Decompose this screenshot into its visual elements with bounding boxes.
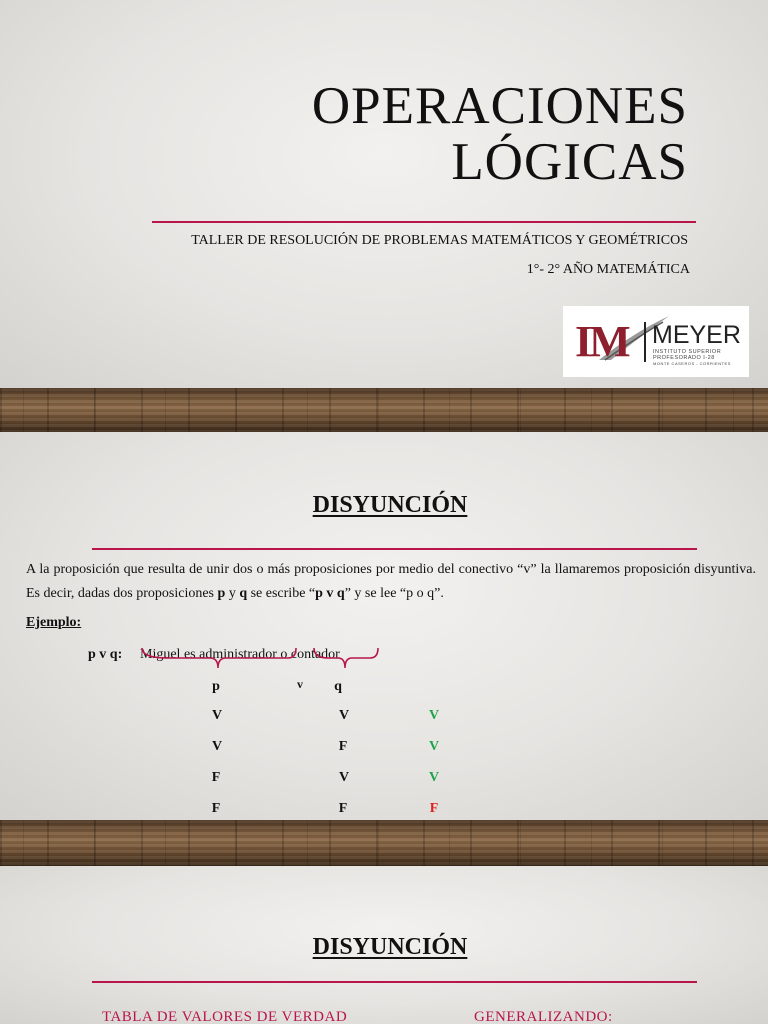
para-q: q: [239, 586, 248, 601]
heading-divider: [92, 548, 697, 550]
row2-p: V: [211, 739, 223, 754]
row1-p: V: [211, 708, 223, 723]
row3-result: V: [428, 770, 440, 785]
para-text-a: A la proposición que resulta de unir dos o más proposiciones por medio del conectivo “v” la llamaremos proposición disyuntiva. Es decir, dadas dos proposiciones: [26, 562, 756, 601]
wood-floor-strip: [0, 388, 768, 432]
slide-heading: DISYUNCIÓN: [312, 492, 468, 518]
logo-divider: [644, 322, 646, 362]
definition-paragraph: [26, 558, 756, 606]
title-slide: [0, 0, 768, 388]
para-text-c: ” y se lee “p o q”.: [344, 586, 444, 601]
institute-logo: [563, 306, 749, 377]
row4-q: F: [338, 801, 348, 816]
para-text-b: se escribe “: [247, 586, 316, 601]
header-q: q: [334, 679, 342, 694]
logo-subtitle: [653, 349, 731, 367]
title-divider: [152, 221, 696, 223]
truth-table-label: TABLA DE VALORES DE VERDAD: [102, 1009, 348, 1024]
logo-line-2: PROFESORADO I-28: [653, 355, 715, 361]
generalizing-label: GENERALIZANDO:: [474, 1009, 613, 1024]
slide-heading-2: DISYUNCIÓN: [312, 934, 468, 960]
logo-initials: IM: [575, 317, 628, 366]
row3-q: V: [338, 770, 350, 785]
year-subtitle: 1°- 2° AÑO MATEMÁTICA: [526, 262, 690, 277]
row1-q: V: [338, 708, 350, 723]
example-proposition: Miguel es administrador o contador: [140, 647, 340, 662]
row4-result: F: [429, 801, 439, 816]
title-line-1: OPERACIONES: [311, 77, 688, 135]
wood-floor-strip-2: [0, 820, 768, 866]
logo-name: MEYER: [652, 321, 741, 349]
heading-divider-2: [92, 981, 697, 983]
para-pvq: p v q: [315, 586, 345, 601]
row1-result: V: [428, 708, 440, 723]
slide-title: [312, 78, 688, 190]
example-label: Ejemplo:: [26, 615, 82, 630]
logo-line-1: INSTITUTO SUPERIOR: [653, 349, 722, 355]
para-y: y: [225, 586, 240, 601]
row2-result: V: [428, 739, 440, 754]
proposition-brace-icon: [138, 644, 383, 674]
header-v: v: [297, 677, 303, 691]
logo-line-3: MONTE CASEROS - CORRIENTES: [653, 361, 731, 366]
disjunction-slide-2: [0, 866, 768, 1024]
para-p: p: [217, 586, 226, 601]
title-line-2: LÓGICAS: [451, 133, 688, 191]
disjunction-slide: [0, 432, 768, 820]
row2-q: F: [338, 739, 348, 754]
pvq-label: p v q:: [88, 647, 123, 662]
header-p: p: [212, 679, 220, 694]
row3-p: F: [211, 770, 221, 785]
workshop-subtitle: TALLER DE RESOLUCIÓN DE PROBLEMAS MATEMÁTICOS Y GEOMÉTRICOS: [191, 233, 688, 248]
row4-p: F: [211, 801, 221, 816]
